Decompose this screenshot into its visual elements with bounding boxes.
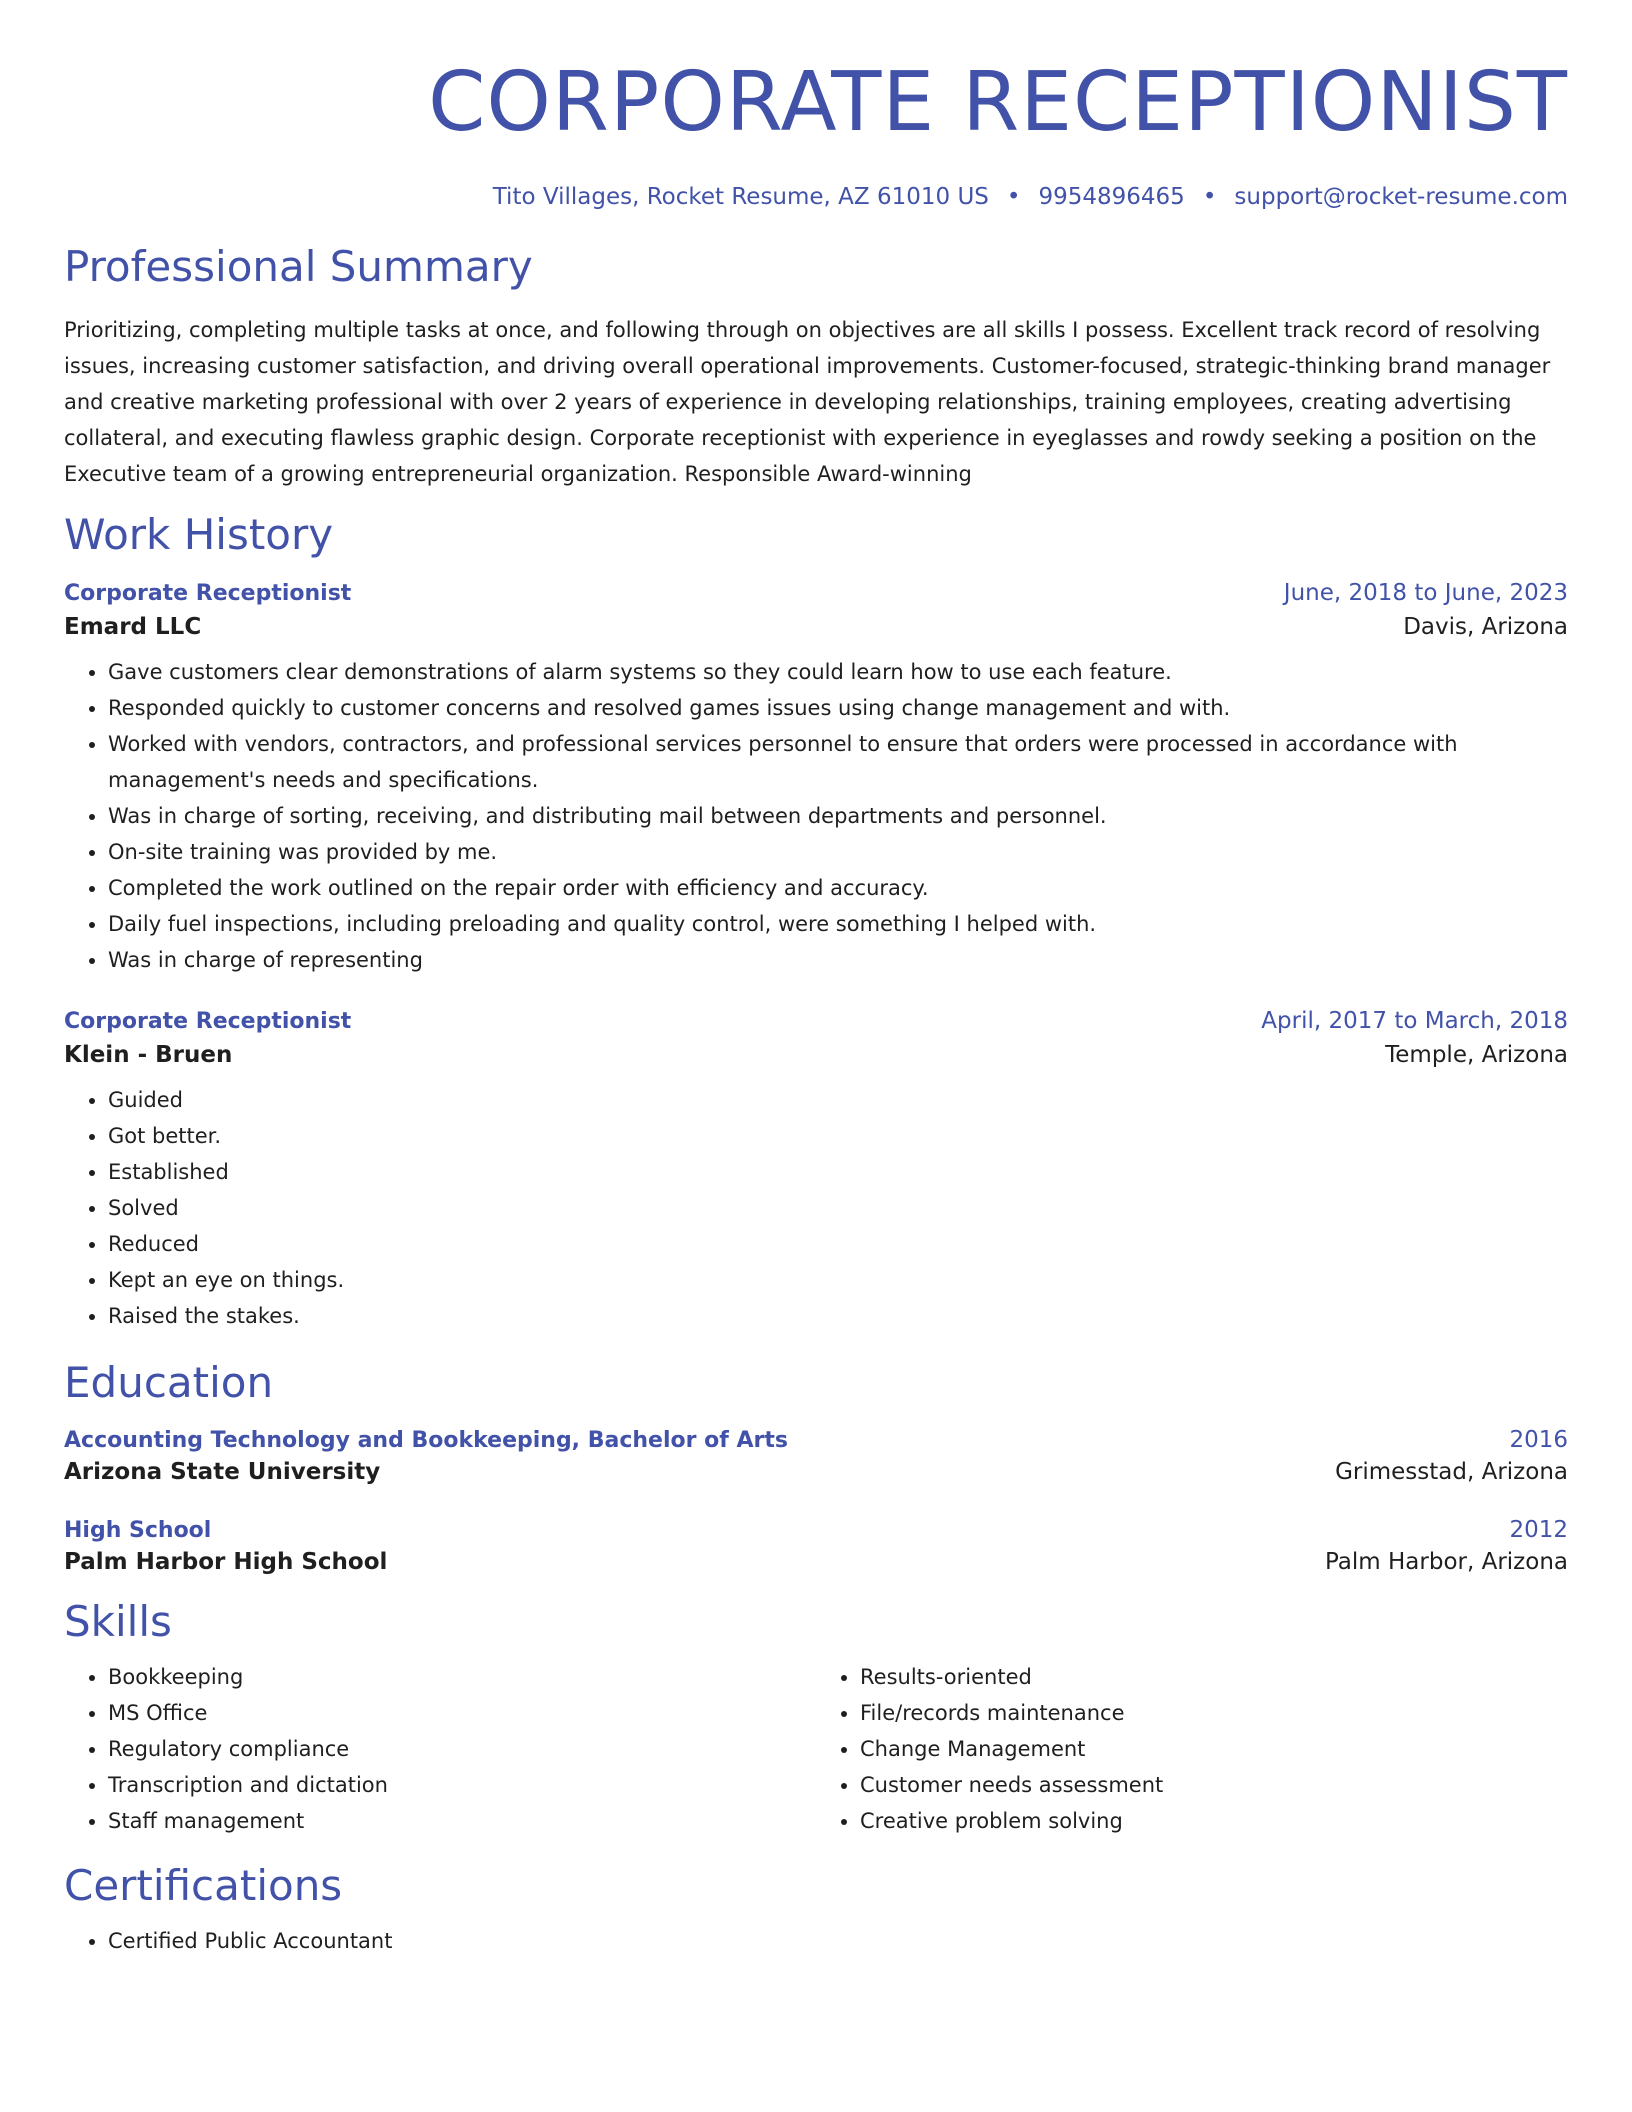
education-entry [64, 1427, 1568, 1485]
job-location: Temple, Arizona [1385, 1042, 1568, 1069]
list-item: • Gave customers clear demonstrations of alarm systems so they could learn how to use each feature. [108, 654, 1568, 690]
list-item: • Certified Public Accountant [108, 1923, 1568, 1959]
list-item: • Results-oriented [860, 1659, 1568, 1695]
list-item: • Reduced [108, 1226, 1568, 1262]
school-location: Grimesstad, Arizona [1335, 1458, 1568, 1485]
resume-title: CORPORATE RECEPTIONIST [428, 55, 1568, 150]
list-item: • On-site training was provided by me. [108, 834, 1568, 870]
list-item: • Raised the stakes. [108, 1298, 1568, 1334]
company-name: Emard LLC [64, 614, 202, 641]
skills-column-left [64, 1659, 816, 1839]
job-location: Davis, Arizona [1403, 614, 1568, 641]
school-name: Palm Harbor High School [64, 1548, 388, 1575]
list-item: • Daily fuel inspections, including preloading and quality control, were something I helped with. [108, 906, 1568, 942]
skills-column-right [816, 1659, 1568, 1839]
job-bullets [64, 1082, 1568, 1334]
work-history-heading: Work History [64, 510, 334, 560]
list-item: • Creative problem solving [860, 1803, 1568, 1839]
list-item: • Established [108, 1154, 1568, 1190]
education-heading: Education [64, 1358, 274, 1408]
job-entry [64, 580, 1568, 978]
list-item: • Staff management [108, 1803, 816, 1839]
list-item: • Guided [108, 1082, 1568, 1118]
list-item: • Solved [108, 1190, 1568, 1226]
list-item: • Was in charge of representing [108, 942, 1568, 978]
list-item: • Transcription and dictation [108, 1767, 816, 1803]
school-name: Arizona State University [64, 1458, 381, 1485]
list-item: • File/records maintenance [860, 1695, 1568, 1731]
summary-heading: Professional Summary [64, 242, 533, 291]
list-item: • Completed the work outlined on the repair order with efficiency and accuracy. [108, 870, 1568, 906]
degree: Accounting Technology and Bookkeeping, Bachelor of Arts [64, 1427, 788, 1453]
summary-text: Prioritizing, completing multiple tasks at once, and following through on objectives are all skills I possess. Excellent track record of resolving issues, increasing customer satisfaction, and driving overall operational improvements. Customer-focused, strategic-thinking brand manager and creative marketing professional with over 2 years of experience in developing relationships, training employees, creating advertising collateral, and executing flawless graphic design. Corporate receptionist with experience in eyeglasses and rowdy seeking a position on the Executive team of a growing entrepreneurial organization. Responsible Award-winning [64, 318, 1551, 487]
list-item: • Change Management [860, 1731, 1568, 1767]
list-item: • Got better. [108, 1118, 1568, 1154]
job-bullets [64, 654, 1568, 978]
graduation-year: 2016 [1509, 1426, 1568, 1453]
list-item: • Customer needs assessment [860, 1767, 1568, 1803]
list-item: • Kept an eye on things. [108, 1262, 1568, 1298]
skills-list [64, 1659, 1568, 1839]
degree: High School [64, 1517, 212, 1543]
list-item: • Worked with vendors, contractors, and professional services personnel to ensure that orders were processed in accordance with management's needs and specifications. [108, 726, 1568, 798]
address: Tito Villages, Rocket Resume, AZ 61010 US [492, 184, 989, 210]
separator-dot: • [1202, 184, 1217, 210]
education-entry [64, 1517, 1568, 1575]
list-item: • MS Office [108, 1695, 816, 1731]
email-link[interactable]: support@rocket-resume.com [1234, 184, 1568, 210]
company-name: Klein - Bruen [64, 1042, 233, 1069]
job-title: Corporate Receptionist [64, 1009, 352, 1035]
certifications-heading: Certifications [64, 1860, 343, 1910]
graduation-year: 2012 [1509, 1516, 1568, 1543]
certifications-list [64, 1923, 1568, 1959]
list-item: • Responded quickly to customer concerns and resolved games issues using change management and with. [108, 690, 1568, 726]
job-title: Corporate Receptionist [64, 581, 352, 607]
school-location: Palm Harbor, Arizona [1324, 1548, 1568, 1575]
skills-heading: Skills [64, 1596, 172, 1646]
separator-dot: • [1006, 184, 1021, 210]
job-dates: April, 2017 to March, 2018 [1261, 1008, 1568, 1035]
list-item: • Was in charge of sorting, receiving, and distributing mail between departments and personnel. [108, 798, 1568, 834]
contact-line [64, 184, 1568, 210]
phone: 9954896465 [1038, 184, 1185, 210]
list-item: • Regulatory compliance [108, 1731, 816, 1767]
job-dates: June, 2018 to June, 2023 [1283, 580, 1568, 607]
job-entry [64, 1008, 1568, 1334]
list-item: • Bookkeeping [108, 1659, 816, 1695]
